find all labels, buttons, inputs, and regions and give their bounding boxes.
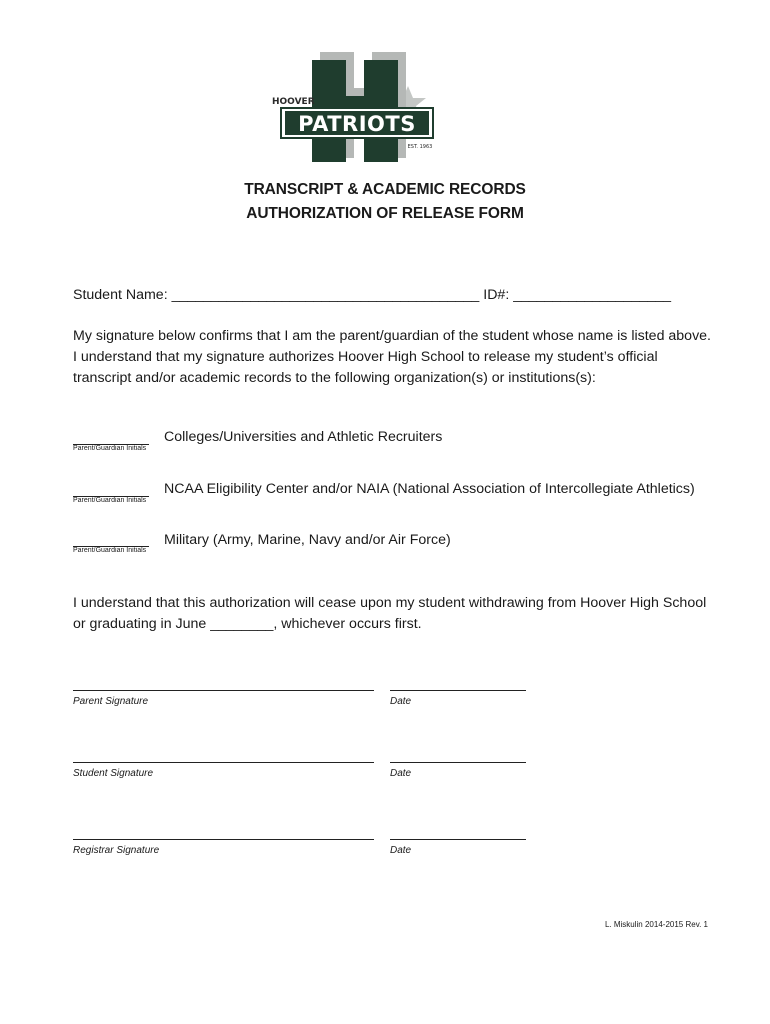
consent-line-1: My signature below confirms that I am the parent/guardian of the student whose name is listed above. (73, 328, 712, 344)
logo-wordmark: PATRIOTS (298, 112, 416, 136)
parent-date-line[interactable] (390, 690, 526, 691)
registrar-date-line[interactable] (390, 839, 526, 840)
logo-school-name: HOOVER (272, 97, 315, 107)
initials-label: Parent/Guardian Initials (73, 445, 147, 452)
option-ncaa: NCAA Eligibility Center and/or NAIA (National Association of Intercollegiate Athletics) (164, 481, 695, 497)
parent-signature-line[interactable] (73, 690, 374, 691)
consent-line-3: transcript and/or academic records to the following organization(s) or institutions(s): (73, 370, 596, 386)
registrar-signature-label: Registrar Signature (73, 845, 160, 856)
initials-label: Parent/Guardian Initials (73, 547, 147, 554)
option-colleges: Colleges/Universities and Athletic Recruiters (164, 429, 443, 445)
registrar-signature-line[interactable] (73, 839, 374, 840)
cease-line-2: or graduating in June ________, whichever occurs first. (73, 616, 422, 632)
form-title-line-1: TRANSCRIPT & ACADEMIC RECORDS (244, 181, 526, 198)
hoover-patriots-logo (268, 48, 446, 166)
option-military: Military (Army, Marine, Navy and/or Air Force) (164, 532, 451, 548)
initials-label: Parent/Guardian Initials (73, 497, 147, 504)
student-date-label: Date (390, 768, 412, 779)
revision-footer: L. Miskulin 2014-2015 Rev. 1 (604, 920, 708, 929)
form-title-line-2: AUTHORIZATION OF RELEASE FORM (246, 205, 524, 222)
parent-date-label: Date (390, 696, 412, 707)
registrar-date-label: Date (390, 845, 412, 856)
student-date-line[interactable] (390, 762, 526, 763)
student-signature-line[interactable] (73, 762, 374, 763)
cease-line-1: I understand that this authorization will cease upon my student withdrawing from Hoover High School (73, 595, 707, 611)
student-signature-label: Student Signature (73, 768, 154, 779)
parent-signature-label: Parent Signature (73, 696, 149, 707)
student-name-id-field[interactable]: Student Name: _______________________________________ ID#: ____________________ (73, 287, 672, 303)
consent-line-2: I understand that my signature authorizes Hoover High School to release my student’s official (73, 349, 658, 365)
logo-established: EST. 1963 (407, 144, 433, 150)
